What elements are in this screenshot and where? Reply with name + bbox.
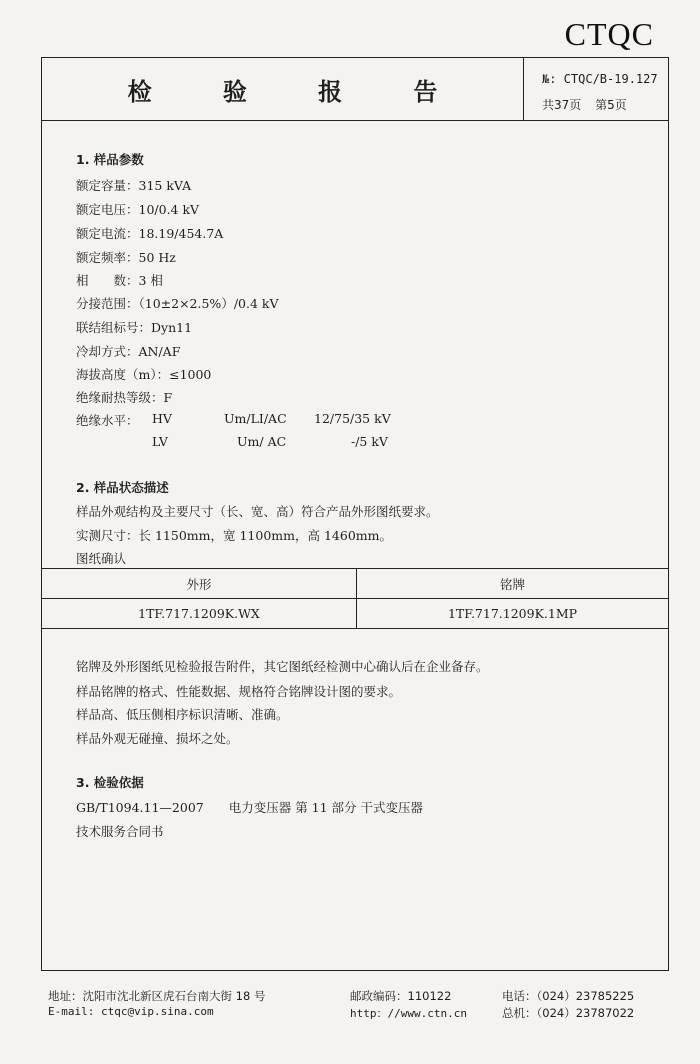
- title-char: 验: [222, 77, 247, 106]
- page-footer: [48, 988, 660, 1024]
- section2-heading: 2. 样品状态描述: [76, 480, 169, 495]
- table-cell-nameplate: 1TF.717.1209K.1MP: [357, 599, 669, 629]
- table-header-outline: 外形: [42, 569, 357, 599]
- footer-address: 地址：沈阳市沈北新区虎石台南大街 18 号: [48, 989, 266, 1003]
- param-rated-current: 额定电流：18.19/454.7A: [76, 226, 224, 241]
- page-number: 第5页: [595, 98, 627, 112]
- appearance-line: 样品外观结构及主要尺寸（长、宽、高）符合产品外形图纸要求。: [76, 504, 439, 519]
- param-tap-range: 分接范围：（10±2×2.5%）/0.4 kV: [76, 296, 279, 311]
- param-rated-capacity: 额定容量：315 kVA: [76, 178, 192, 193]
- footer-main-line: 总机：（024）23787022: [502, 1006, 635, 1020]
- param-cooling: 冷却方式：AN/AF: [76, 344, 181, 359]
- title-char: 检: [127, 77, 152, 106]
- note-line: 样品高、低压侧相序标识清晰、准确。: [76, 707, 289, 722]
- note-line: 铭牌及外形图纸见检验报告附件，其它图纸经检测中心确认后在企业备存。: [76, 659, 489, 674]
- footer-postcode: 邮政编码：110122: [350, 989, 452, 1003]
- title-char: 报: [318, 77, 343, 106]
- section3-heading: 3. 检验依据: [76, 775, 144, 790]
- param-rated-frequency: 额定频率：50 Hz: [76, 250, 176, 265]
- insulation-value: -/5 kV: [351, 434, 388, 449]
- total-pages: 共37页: [542, 98, 582, 112]
- table-header-nameplate: 铭牌: [357, 569, 669, 599]
- standard-line: GB/T1094.11—2007 电力变压器 第 11 部分 干式变压器: [76, 800, 424, 815]
- report-meta: [524, 58, 668, 120]
- insulation-type: Um/LI/AC: [224, 411, 287, 426]
- report-frame: [41, 57, 669, 971]
- note-line: 样品外观无碰撞、损坏之处。: [76, 731, 239, 746]
- insulation-side: HV: [152, 411, 172, 426]
- table-row: [42, 599, 668, 629]
- drawing-table: [42, 568, 668, 629]
- insulation-value: 12/75/35 kV: [314, 411, 391, 426]
- param-rated-voltage: 额定电压：10/0.4 kV: [76, 202, 200, 217]
- footer-phone: 电话：（024）23785225: [502, 989, 635, 1003]
- page-info: [542, 96, 637, 113]
- insulation-side: LV: [152, 434, 168, 449]
- footer-email: E-mail: ctqc@vip.sina.com: [48, 1005, 214, 1018]
- title-char: 告: [413, 77, 438, 106]
- param-altitude: 海拔高度（m）：≤1000: [76, 367, 212, 382]
- table-row: [42, 569, 668, 599]
- footer-website: http：//www.ctn.cn: [350, 1007, 467, 1020]
- report-header: [42, 58, 668, 121]
- table-cell-outline: 1TF.717.1209K.WX: [42, 599, 357, 629]
- param-phases: 相 数：3 相: [76, 273, 163, 288]
- report-title: [42, 58, 524, 120]
- ctqc-logo: CTQC: [564, 16, 654, 52]
- contract-line: 技术服务合同书: [76, 824, 164, 839]
- insulation-label: 绝缘水平：: [76, 413, 139, 428]
- section1-heading: 1. 样品参数: [76, 152, 144, 167]
- report-number: №: CTQC/B-19.127: [542, 72, 658, 86]
- drawing-confirmation: 图纸确认: [76, 551, 127, 566]
- insulation-type: Um/ AC: [237, 434, 287, 449]
- param-thermal-class: 绝缘耐热等级：F: [76, 390, 173, 405]
- measured-dimensions: 实测尺寸：长 1150mm，宽 1100mm，高 1460mm。: [76, 528, 392, 543]
- param-vector-group: 联结组标号：Dyn11: [76, 320, 193, 335]
- note-line: 样品铭牌的格式、性能数据、规格符合铭牌设计图的要求。: [76, 684, 402, 699]
